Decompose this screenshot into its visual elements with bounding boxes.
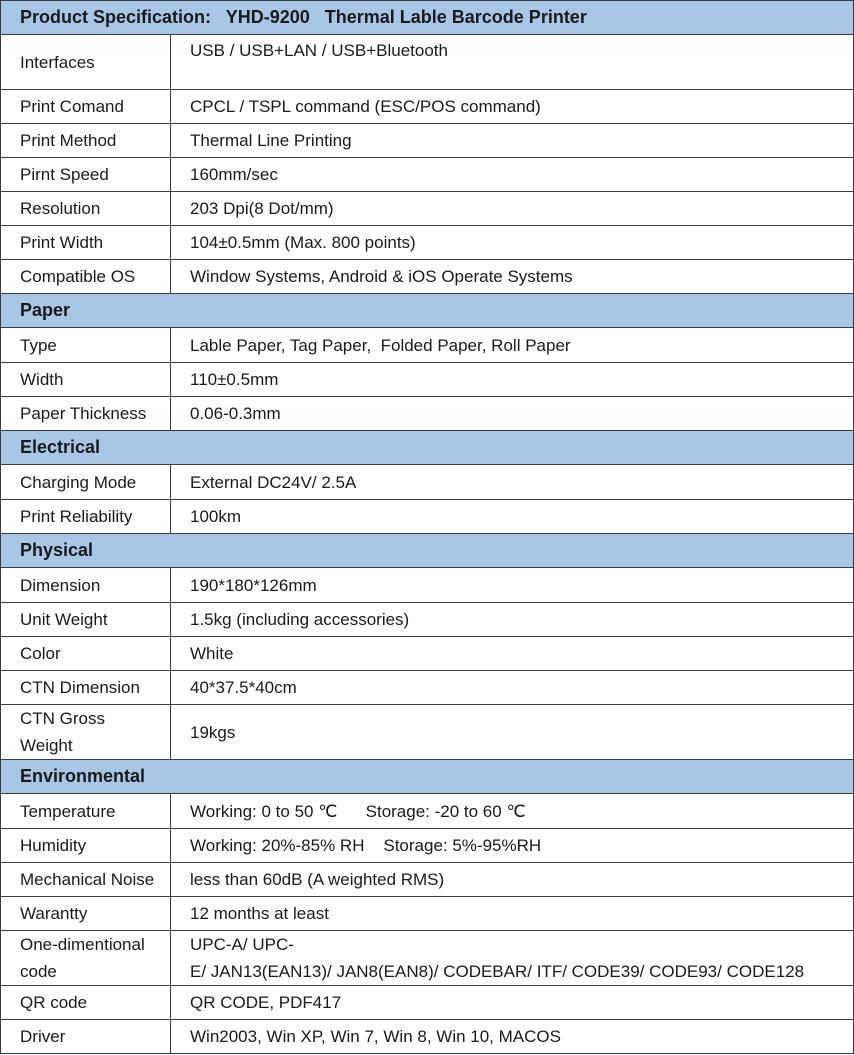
- spec-label: Unit Weight: [1, 603, 171, 637]
- spec-label: Print Method: [1, 124, 171, 158]
- spec-value: Thermal Line Printing: [171, 124, 854, 158]
- spec-label: [1, 705, 171, 760]
- spec-label: QR code: [1, 986, 171, 1020]
- spec-row: [1, 794, 854, 829]
- spec-row: [1, 90, 854, 124]
- spec-label: Pirnt Speed: [1, 158, 171, 192]
- spec-label: Color: [1, 637, 171, 671]
- spec-row: [1, 931, 854, 986]
- spec-label-line: CTN Gross: [20, 709, 105, 728]
- spec-label: Print Comand: [1, 90, 171, 124]
- spec-value: 203 Dpi(8 Dot/mm): [171, 192, 854, 226]
- section-title: Paper: [1, 294, 854, 328]
- section-header-environmental: [1, 760, 854, 794]
- spec-label: [1, 931, 171, 986]
- spec-value: CPCL / TSPL command (ESC/POS command): [171, 90, 854, 124]
- section-title: Electrical: [1, 431, 854, 465]
- spec-row: [1, 124, 854, 158]
- spec-value-line: E/ JAN13(EAN13)/ JAN8(EAN8)/ CODEBAR/ ITF/ CODE39/ CODE93/ CODE128: [190, 962, 805, 981]
- spec-value: 160mm/sec: [171, 158, 854, 192]
- spec-value: Working: 20%-85% RH Storage: 5%-95%RH: [171, 829, 854, 863]
- spec-row: [1, 603, 854, 637]
- spec-row: [1, 863, 854, 897]
- spec-label: Driver: [1, 1020, 171, 1054]
- spec-value: Window Systems, Android & iOS Operate Systems: [171, 260, 854, 294]
- section-header-electrical: [1, 431, 854, 465]
- spec-value: External DC24V/ 2.5A: [171, 465, 854, 500]
- spec-value: 110±0.5mm: [171, 363, 854, 397]
- section-title: Physical: [1, 534, 854, 568]
- spec-row: [1, 465, 854, 500]
- spec-value: QR CODE, PDF417: [171, 986, 854, 1020]
- spec-value: 19kgs: [171, 705, 854, 760]
- spec-value: 0.06-0.3mm: [171, 397, 854, 431]
- spec-row: [1, 226, 854, 260]
- spec-value: 40*37.5*40cm: [171, 671, 854, 705]
- spec-value: Win2003, Win XP, Win 7, Win 8, Win 10, MACOS: [171, 1020, 854, 1054]
- spec-label-line: code: [20, 962, 57, 981]
- spec-row: [1, 363, 854, 397]
- spec-label-line: Weight: [20, 736, 73, 755]
- spec-value: 190*180*126mm: [171, 568, 854, 603]
- spec-value: Working: 0 to 50 ℃ Storage: -20 to 60 ℃: [171, 794, 854, 829]
- spec-value: 12 months at least: [171, 897, 854, 931]
- spec-label: Type: [1, 328, 171, 363]
- spec-row: [1, 829, 854, 863]
- title-row: [1, 1, 854, 35]
- spec-row: [1, 705, 854, 760]
- spec-row: [1, 986, 854, 1020]
- spec-row: [1, 397, 854, 431]
- spec-label: Paper Thickness: [1, 397, 171, 431]
- spec-label: Interfaces: [1, 35, 171, 90]
- spec-value: Lable Paper, Tag Paper, Folded Paper, Roll Paper: [171, 328, 854, 363]
- spec-label: Warantty: [1, 897, 171, 931]
- spec-label: Print Reliability: [1, 500, 171, 534]
- spec-row: [1, 671, 854, 705]
- spec-value: 1.5kg (including accessories): [171, 603, 854, 637]
- spec-value: 100km: [171, 500, 854, 534]
- spec-label: Temperature: [1, 794, 171, 829]
- spec-label: Mechanical Noise: [1, 863, 171, 897]
- section-header-physical: [1, 534, 854, 568]
- spec-label: Print Width: [1, 226, 171, 260]
- section-header-paper: [1, 294, 854, 328]
- spec-row: [1, 500, 854, 534]
- spec-label: Charging Mode: [1, 465, 171, 500]
- spec-label-line: One-dimentional: [20, 935, 145, 954]
- spec-label: Resolution: [1, 192, 171, 226]
- spec-label: Width: [1, 363, 171, 397]
- table-title: Product Specification: YHD-9200 Thermal Lable Barcode Printer: [1, 1, 854, 35]
- spec-label: Dimension: [1, 568, 171, 603]
- spec-row: [1, 158, 854, 192]
- spec-value: 104±0.5mm (Max. 800 points): [171, 226, 854, 260]
- spec-value: USB / USB+LAN / USB+Bluetooth: [171, 35, 854, 90]
- spec-row: [1, 1020, 854, 1054]
- spec-row: [1, 897, 854, 931]
- spec-value: [171, 931, 854, 986]
- spec-row: [1, 568, 854, 603]
- spec-label: Compatible OS: [1, 260, 171, 294]
- spec-label: CTN Dimension: [1, 671, 171, 705]
- spec-value: White: [171, 637, 854, 671]
- spec-row: [1, 260, 854, 294]
- spec-value-line: UPC-A/ UPC-: [190, 935, 294, 954]
- spec-row-interfaces: [1, 35, 854, 90]
- spec-row: [1, 192, 854, 226]
- spec-row: [1, 637, 854, 671]
- spec-row: [1, 328, 854, 363]
- spec-label: Humidity: [1, 829, 171, 863]
- section-title: Environmental: [1, 760, 854, 794]
- spec-value: less than 60dB (A weighted RMS): [171, 863, 854, 897]
